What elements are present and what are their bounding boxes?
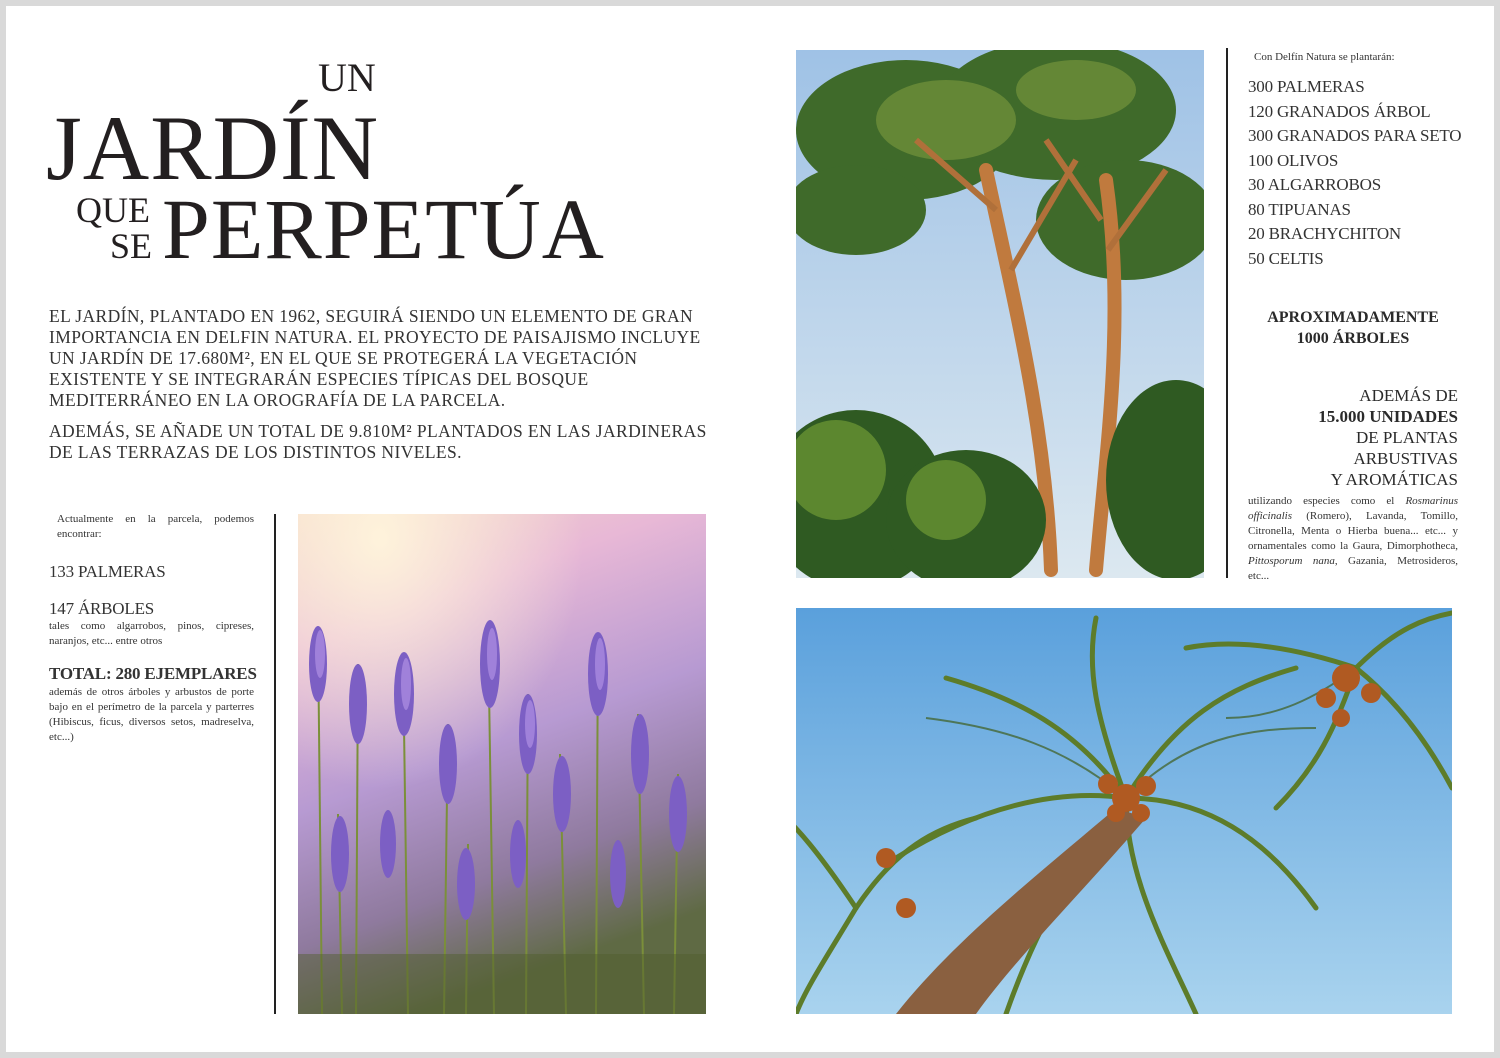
intro-paragraph-1: EL JARDÍN, PLANTADO EN 1962, SEGUIRÁ SIENDO UN ELEMENTO DE GRAN IMPORTANCIA EN DELFIN NATURA. EL PROYECTO DE PAISAJISMO INCLUYE UN JARDÍN DE 17.680M², EN EL QUE SE PROTEGERÁ LA VEGETACIÓN EXISTENTE Y SE INTEGRARÁN ESPECIES TÍPICAS DEL BOSQUE MEDITERRÁNEO EN LA OROGRAFÍA DE LA PARCELA.: [49, 306, 701, 410]
divider-right: [1226, 48, 1228, 578]
planned-item: 100 OLIVOS: [1248, 150, 1339, 170]
species-text-b: (Romero), Lavanda, Tomillo, Citronella, Menta o Hierba buena... etc... y ornamentales como la Gaura, Dimorphotheca,: [1248, 510, 1458, 552]
divider-left: [274, 514, 276, 1014]
intro-paragraph-2: ADEMÁS, SE AÑADE UN TOTAL DE 9.810M² PLANTADOS EN LAS JARDINERAS DE LAS TERRAZAS DE LOS DISTINTOS NIVELES.: [49, 421, 707, 462]
current-palms: 133 PALMERAS: [49, 562, 166, 581]
title-word-perpetua: PERPETÚA: [162, 181, 605, 277]
species-text-c: , Gazania, Metrosideros, etc...: [1248, 555, 1458, 582]
approx-line-2: 1000 ÁRBOLES: [1296, 330, 1410, 347]
extra-line-3: DE PLANTAS: [1355, 428, 1458, 447]
pine-trees-photo: [796, 50, 1204, 578]
extra-line-5: Y AROMÁTICAS: [1330, 470, 1458, 489]
current-trees-note: tales como algarrobos, pinos, cipreses, naranjos, etc... entre otros: [49, 619, 254, 647]
current-trees: 147 ÁRBOLES: [49, 598, 155, 618]
planned-panel: [1248, 50, 1462, 584]
current-intro: Actualmente en la parcela, podemos encontrar:: [57, 513, 254, 540]
planned-item: 300 GRANADOS PARA SETO: [1248, 126, 1462, 145]
species-text-a: utilizando especies como el: [1248, 495, 1406, 507]
approx-trees: [1248, 307, 1458, 349]
current-total: TOTAL: 280 EJEMPLARES: [49, 663, 257, 683]
palm-trees-photo: [796, 608, 1452, 1014]
species-note: [1248, 494, 1458, 584]
title-word-que: QUE: [76, 190, 150, 230]
extra-plants: [1248, 385, 1458, 490]
brochure-page: [6, 6, 1494, 1052]
title-word-se: SE: [110, 226, 153, 266]
current-stock-panel: [49, 512, 257, 745]
extra-line-1: ADEMÁS DE: [1359, 386, 1458, 405]
planned-list: [1248, 75, 1462, 271]
extra-line-4: ARBUSTIVAS: [1353, 449, 1458, 468]
lavender-photo: [298, 514, 706, 1014]
planned-item: 80 TIPUANAS: [1248, 199, 1351, 219]
planned-item: 50 CELTIS: [1248, 248, 1324, 268]
current-total-note: además de otros árboles y arbustos de porte bajo en el perímetro de la parcela y parterres (Hibiscus, ficus, diversos setos, madreselva, etc...): [49, 685, 254, 743]
title-word-jardin: JARDÍN: [46, 97, 380, 199]
planned-item: 20 BRACHYCHITON: [1248, 224, 1402, 243]
species-italic-1: Rosmarinus officinalis: [1248, 495, 1458, 522]
planned-intro: Con Delfín Natura se plantarán:: [1254, 51, 1395, 63]
title-word-un: UN: [318, 55, 376, 100]
planned-item: 30 ALGARROBOS: [1248, 175, 1381, 194]
approx-line-1: APROXIMADAMENTE: [1267, 309, 1439, 326]
species-italic-2: Pittosporum nana: [1248, 555, 1335, 567]
extra-line-2: 15.000 UNIDADES: [1318, 407, 1458, 426]
intro-text: [49, 306, 709, 463]
planned-item: 300 PALMERAS: [1248, 77, 1365, 96]
planned-item: 120 GRANADOS ÁRBOL: [1248, 101, 1431, 121]
